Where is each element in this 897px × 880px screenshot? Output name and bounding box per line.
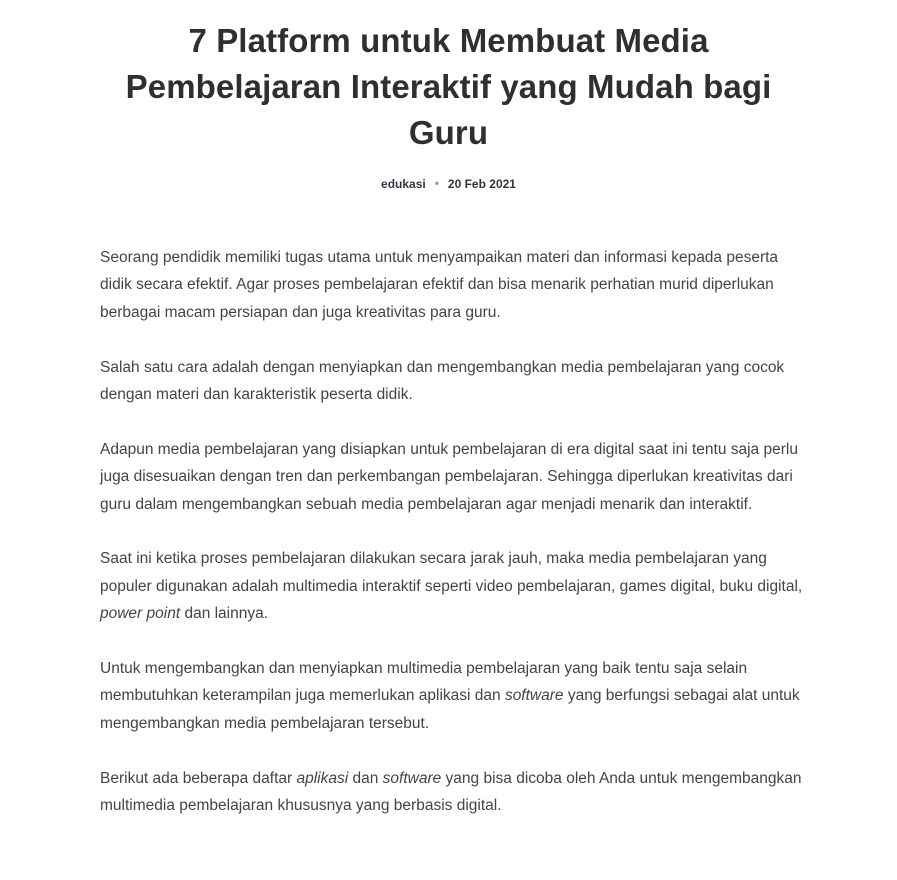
article-body xyxy=(100,244,812,847)
article-meta xyxy=(0,176,897,192)
paragraph-4 xyxy=(100,545,812,627)
paragraph-4-emphasis: power point xyxy=(100,605,181,623)
meta-separator: • xyxy=(434,176,439,190)
paragraph-5-text-a: Untuk mengembangkan dan menyiapkan multimedia pembelajaran yang baik tentu saja selain membutuhkan keterampilan juga memerlukan aplikasi dan xyxy=(100,660,748,705)
paragraph-6 xyxy=(100,765,812,820)
paragraph-4-text-b: dan lainnya. xyxy=(180,605,269,623)
paragraph-1: Seorang pendidik memiliki tugas utama untuk menyampaikan materi dan informasi kepada peserta didik secara efektif. Agar proses pembelajaran efektif dan bisa menarik perhatian murid diperlukan berbagai macam persiapan dan juga kreativitas para guru. xyxy=(100,249,779,321)
article-title: 7 Platform untuk Membuat Media Pembelajaran Interaktif yang Mudah bagi Guru xyxy=(125,22,772,151)
paragraph-5-text-b: yang berfungsi sebagai alat untuk mengembangkan media pembelajaran tersebut. xyxy=(100,687,800,732)
paragraph-6-text-b: dan xyxy=(348,769,383,787)
paragraph-5-emphasis: software xyxy=(504,687,564,705)
paragraph-2: Salah satu cara adalah dengan menyiapkan dan mengembangkan media pembelajaran yang cocok dengan materi dan karakteristik peserta didik. xyxy=(100,358,785,404)
paragraph-3: Adapun media pembelajaran yang disiapkan untuk pembelajaran di era digital saat ini tentu saja perlu juga disesuaikan dengan tren dan perkembangan pembelajaran. Sehingga diperlukan kreativitas dari guru dalam mengembangkan sebuah media pembelajaran agar menjadi menarik dan interaktif. xyxy=(100,440,798,513)
paragraph-6-emphasis-1: aplikasi xyxy=(296,769,349,787)
paragraph-4-text-a: Saat ini ketika proses pembelajaran dilakukan secara jarak jauh, maka media pembelajaran yang populer digunakan adalah multimedia interaktif seperti video pembelajaran, games digital, buku digital, xyxy=(100,550,803,595)
publish-date: 20 Feb 2021 xyxy=(447,177,516,191)
paragraph-5 xyxy=(100,655,812,737)
paragraph-6-text-a: Berikut ada beberapa daftar xyxy=(100,769,297,787)
category-link[interactable]: edukasi xyxy=(381,177,426,191)
paragraph-6-emphasis-2: software xyxy=(382,769,442,787)
paragraph-6-text-c: yang bisa dicoba oleh Anda untuk mengembangkan multimedia pembelajaran khususnya yang berbasis digital. xyxy=(100,769,802,815)
